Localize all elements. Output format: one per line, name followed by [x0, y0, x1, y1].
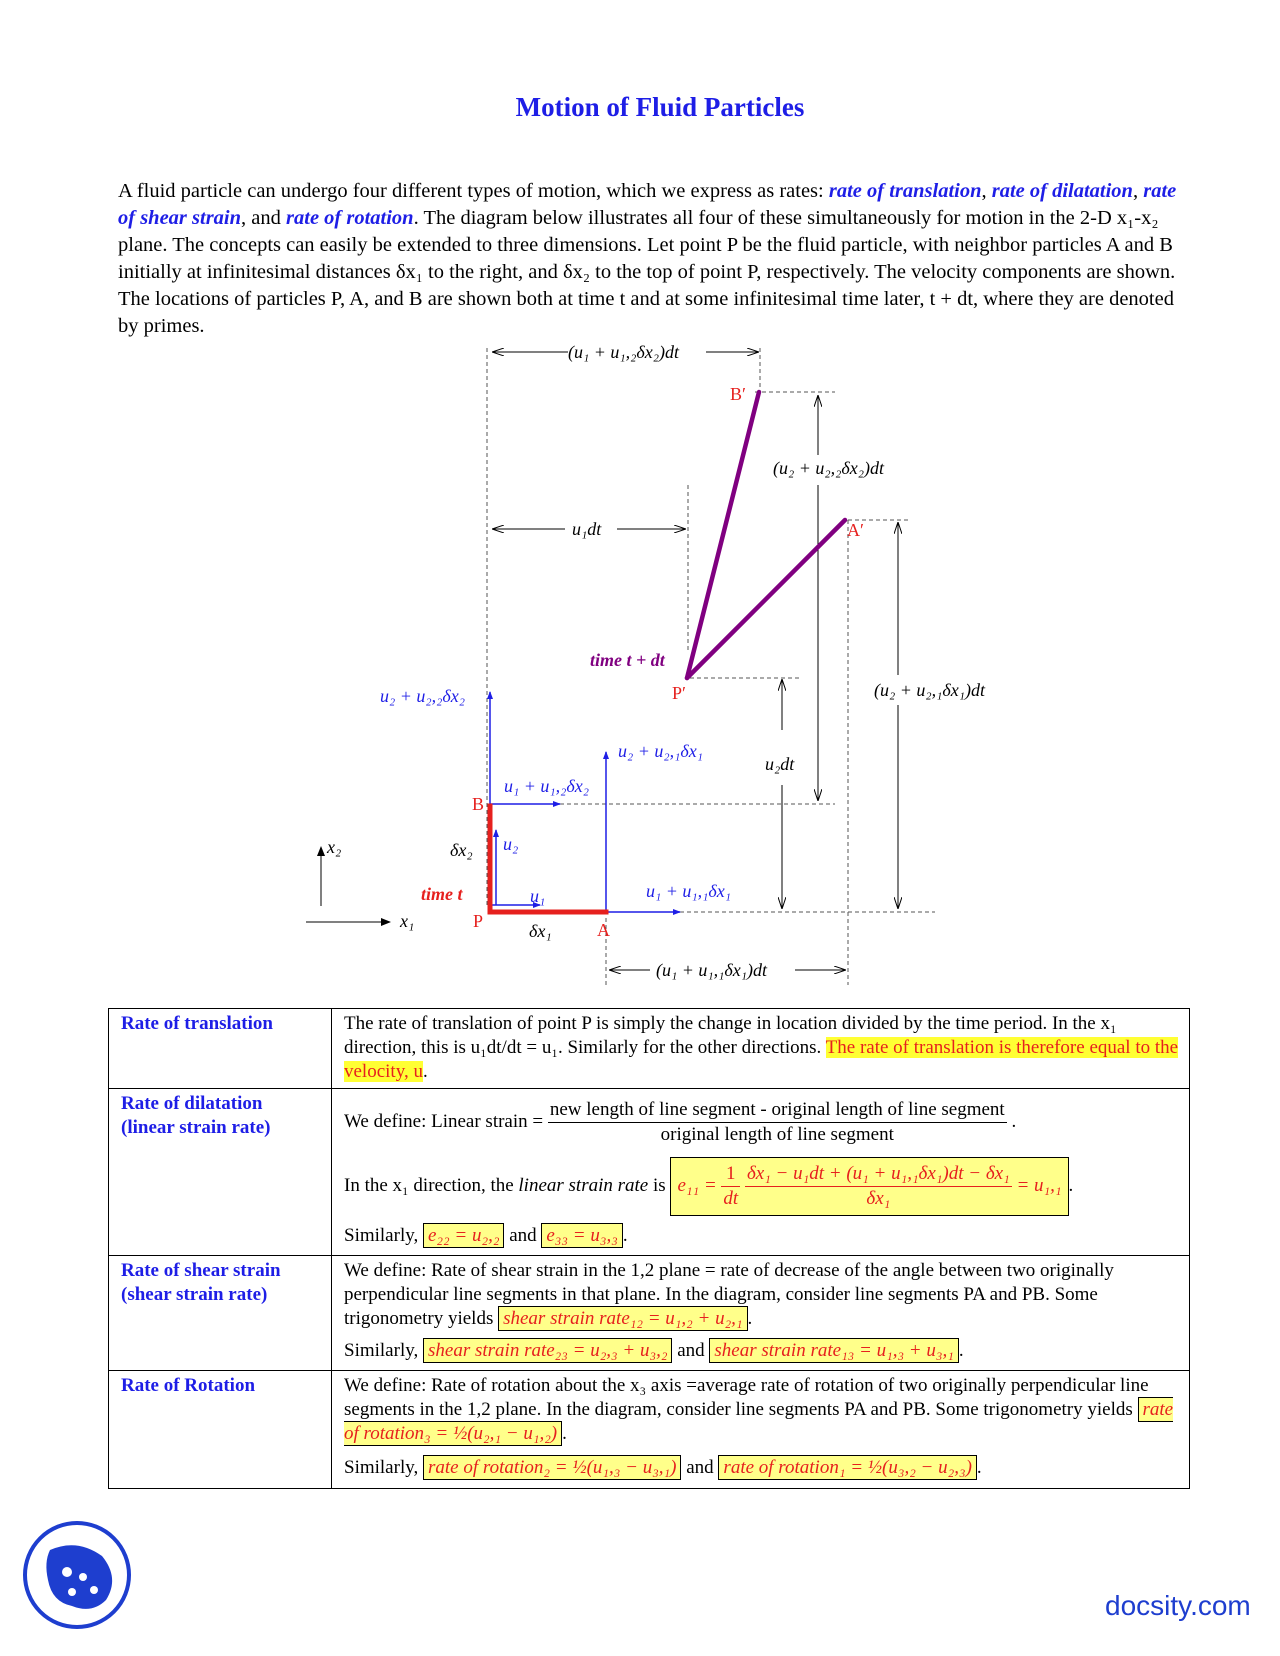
label-time-t: time t	[421, 884, 463, 904]
row-content: We define: Rate of shear strain in the 1,2 plane = rate of decrease of the angle between two originally perpendicular line segments in that plane. In the diagram, consider line segments PA and PB. Some trigonometry yields shear strain rate₁₂ = u₁,₂ + u₂,₁ . Similarly, shear strain rate₂₃ = u₂,₃ + u₃,₂ and shear strain rate₁₃ = u₁,₃ + u₃,₁ .	[332, 1256, 1190, 1371]
row-label: Rate of dilatation (linear strain rate)	[109, 1089, 332, 1256]
e11-formula-box: e₁₁ = $\frac{1}{dt}$ $\frac{\text{δx₁ − u₁dt + (u₁ + u₁,₁δx₁)dt − δx₁}}{\text{δx₁}}$ = u₁,₁	[670, 1157, 1068, 1216]
label-u1-plus-u12: u₁ + u₁,₂δx₂	[504, 776, 590, 796]
label-dx1: δx₁	[529, 921, 552, 941]
label-u2dt: u₂dt	[765, 754, 795, 774]
row-content: We define: Linear strain = $\frac{\text{new length of line segment - original length of line segment}}{\text{original length of line segment}}$ . In the x₁ direction, the linear strain rate is e₁₁ = $\frac{1}{dt}$ $\frac{\text{δx₁ − u₁dt + (u₁ + u₁,₁δx₁)dt − δx₁}}{\text{δx₁}}$ = u₁,₁ . Similarly, e₂₂ = u₂,₂ and e₃₃ = u₃,₃ .	[332, 1089, 1190, 1256]
row-content: The rate of translation of point P is simply the change in location divided by the time period. In the x₁ direction, this is u₁dt/dt = u₁. Similarly for the other directions. The rate of translation is therefore equal to the velocity, u.	[332, 1009, 1190, 1089]
label-u1-plus-u11: u₁ + u₁,₁δx₁	[646, 881, 732, 901]
term-shear: rate of shear strain	[118, 180, 1177, 229]
label-a: A	[597, 920, 610, 940]
row-content: We define: Rate of rotation about the x₃ axis =average rate of rotation of two originally perpendicular line segments in the 1,2 plane. In the diagram, consider line segments PA and PB. Some trigonometry yields rate of rotation₃ = ½(u₂,₁ − u₁,₂) . Similarly, rate of rotation₂ = ½(u₁,₃ − u₃,₁) and rate of rotation₁ = ½(u₃,₂ − u₂,₃) .	[332, 1371, 1190, 1489]
label-dim-top: (u₁ + u₁,₂δx₂)dt	[568, 342, 680, 362]
label-x2-axis: x₂	[327, 837, 342, 857]
docsity-watermark[interactable]: docsity.com	[1105, 1590, 1251, 1621]
label-u2-plus-u22: u₂ + u₂,₂δx₂	[380, 686, 466, 706]
row-label: Rate of translation	[109, 1009, 332, 1089]
label-u1: u₁	[530, 886, 546, 906]
term-translation: rate of translation	[828, 180, 982, 202]
row-label: Rate of Rotation	[109, 1371, 332, 1489]
rates-table	[108, 1008, 1190, 1489]
label-dim-far-right: (u₂ + u₂,₁δx₁)dt	[874, 680, 986, 700]
intro-paragraph: A fluid particle can undergo four different types of motion, which we express as rates: rate of translation, rate of dilatation, rate of shear strain, and rate of rotation. The diagram below illustrates all four of these simultaneously for motion in the 2-D x₁-x₂ plane. The concepts can easily be extended to three dimensions. Let point P be the fluid particle, with neighbor particles A and B initially at infinitesimal distances δx₁ to the right, and δx₂ to the top of point P, respectively. The velocity components are shown. The locations of particles P, A, and B are shown both at time t and at some infinitesimal time later, t + dt, where they are denoted by primes.	[118, 180, 1177, 337]
row-shear	[109, 1256, 1190, 1371]
label-a-prime: A′	[847, 520, 864, 540]
row-dilatation	[109, 1089, 1190, 1256]
term-dilatation: rate of dilatation	[991, 180, 1133, 202]
row-translation	[109, 1009, 1190, 1089]
page-title: Motion of Fluid Particles	[515, 92, 805, 122]
rotation3-formula-box: rate of rotation₃ = ½(u₂,₁ − u₁,₂)	[344, 1399, 1174, 1444]
label-u2: u₂	[503, 834, 519, 854]
label-dx2: δx₂	[450, 840, 473, 860]
label-b-prime: B′	[730, 384, 746, 404]
rotation1-formula-box: rate of rotation₁ = ½(u₃,₂ − u₂,₃)	[718, 1455, 976, 1480]
label-b: B	[472, 794, 485, 814]
term-rotation: rate of rotation	[286, 207, 414, 229]
rotation2-formula-box: rate of rotation₂ = ½(u₁,₃ − u₃,₁)	[423, 1455, 681, 1480]
shear23-formula-box: shear strain rate₂₃ = u₂,₃ + u₃,₂	[423, 1338, 672, 1363]
row-rotation	[109, 1371, 1190, 1489]
highlight-velocity: The rate of translation is therefore equal to the velocity, u	[344, 1037, 1179, 1082]
e22-formula-box: e₂₂ = u₂,₂	[423, 1223, 504, 1248]
label-dim-right-top: (u₂ + u₂,₂δx₂)dt	[773, 458, 885, 478]
row-label: Rate of shear strain (shear strain rate)	[109, 1256, 332, 1371]
label-u2-plus-u21: u₂ + u₂,₁δx₁	[618, 741, 704, 761]
label-u1dt: u₁dt	[572, 519, 602, 539]
label-dim-bottom: (u₁ + u₁,₁δx₁)dt	[656, 960, 768, 980]
label-time-tdt: time t + dt	[590, 650, 665, 670]
linear-strain-fraction: $\frac{\text{new length of line segment - original length of line segment}}{\text{original length of line segment}}$	[549, 1099, 1005, 1145]
shear13-formula-box: shear strain rate₁₃ = u₁,₃ + u₃,₁	[709, 1338, 958, 1363]
label-p: P	[473, 911, 484, 931]
label-p-prime: P′	[672, 683, 686, 703]
shear12-formula-box: shear strain rate₁₂ = u₁,₂ + u₂,₁	[498, 1306, 747, 1331]
label-x1-axis: x₁	[400, 911, 415, 931]
docsity-logo-icon[interactable]	[22, 1520, 132, 1630]
e33-formula-box: e₃₃ = u₃,₃	[541, 1223, 622, 1248]
